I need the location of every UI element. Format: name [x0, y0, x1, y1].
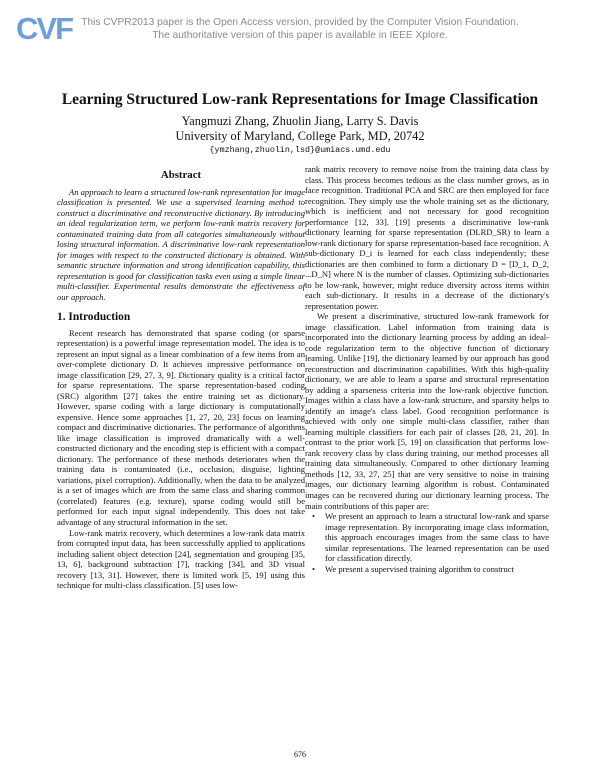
list-item-text: We present a supervised training algorithm to construct: [325, 563, 514, 574]
contributions-list: [305, 511, 549, 574]
page-number: 676: [294, 750, 306, 759]
intro-paragraph-1: Recent research has demonstrated that sparse coding (or sparse representation) is a powerful image representation model. The idea is to represent an input signal as a linear combination of a few items from an over-complete dictionary D. It achieves impressive performance on image classification [29, 27, 3, 9]. Dictionary quality is a critical factor for sparse representations. The sparse representation-based coding (SRC) algorithm [27] takes the entire training set as dictionary. However, sparse coding with a large dictionary is computationally expensive. Hence some approaches [1, 27, 20, 23] focus on learning compact and discriminative dictionaries. The performance of algorithms like image classification is improved dramatically with a well-constructed dictionary and the encoding step is efficient with a compact dictionary. The performance of these methods deteriorates when the training data is contaminated (i.e., occlusion, disguise, lighting variations, pixel corruption). Additionally, when the data to be analyzed is a set of images which are from the same class and sharing common (correlated) features (e.g. texture), sparse coding would still be performed for each input signal independently. This does not take advantage of any structural information in the set.: [57, 327, 305, 527]
paper-email: {ymzhang,zhuolin,lsd}@umiacs.umd.edu: [209, 145, 391, 155]
bullet-icon: •: [312, 563, 315, 574]
abstract-heading: Abstract: [160, 169, 202, 181]
paper-authors: Yangmuzi Zhang, Zhuolin Jiang, Larry S. Davis: [181, 114, 419, 128]
paper-affiliation: University of Maryland, College Park, MD, 20742: [175, 129, 425, 143]
bullet-icon: •: [312, 511, 315, 522]
paper-title: Learning Structured Low-rank Representations for Image Classification: [61, 91, 539, 108]
list-item-text: We present an approach to learn a structural low-rank and sparse image representation. By incorporating image class information, this approach encourages images from the same class to have similar representations. The learned representation can be used for classification directly.: [325, 511, 549, 564]
header-banner: [0, 0, 600, 52]
intro-paragraph-2: Low-rank matrix recovery, which determines a low-rank data matrix from corrupted input data, has been successfully applied to applications including salient object detection [24], segmentation and grouping [35, 13, 6], background subtraction [7], tracking [34], and 3D visual recovery [13, 31]. However, there is limited work [5, 19] using this technique for multi-class classification. [5] uses low-: [57, 527, 305, 591]
cvf-logo-text: CVF: [16, 11, 72, 46]
abstract-text: An approach to learn a structured low-rank representation for image classification is presented. We use a supervised learning method to construct a discriminative and reconstructive dictionary. By introducing an ideal regularization term, we perform low-rank matrix recovery for contaminated training data from all categories simultaneously without losing structural information. A discriminative low-rank representation for images with respect to the constructed dictionary is obtained. With semantic structure information and strong identification capability, this representation is good for classification tasks even using a simple linear multi-classifier. Experimental results demonstrate the effectiveness of our approach.: [57, 186, 305, 302]
section-heading-introduction: 1. Introduction: [57, 311, 131, 324]
intro-paragraph-2-continued: rank matrix recovery to remove noise from the training data class by class. This process becomes tedious as the class number grows, as in face recognition. Traditional PCA and SRC are then employed for face recognition. They simply use the whole training set as the dictionary, which is inefficient and not necessary for good recognition performance [12, 33]. [19] presents a discriminative low-rank dictionary learning for sparse representation (DLRD_SR) to learn a low-rank dictionary for sparse representation-based face recognition. A sub-dictionary D_i is learned for each class independently; these dictionaries are then combined to form a dictionary D = [D_1, D_2, ...D_N] where N is the number of classes. Optimizing sub-dictionaries to be low-rank, however, might reduce diversity across items within each sub-dictionary. It results in a decrease of the dictionary's representation power.: [305, 164, 549, 311]
left-column: [57, 170, 305, 591]
ieee-notice: The authoritative version of this paper is available in IEEE Xplore.: [152, 30, 448, 41]
right-column: [305, 164, 549, 574]
intro-paragraph-3: We present a discriminative, structured low-rank framework for image classification. Label information from training data is incorporated into the dictionary learning process by adding an ideal-code regularization term to the objective function of dictionary learning. Unlike [19], the dictionary learned by our approach has good reconstruction and discrimination capabilities. With this high-quality dictionary, we are able to learn a sparse and structural representation by adding a sparseness criteria into the low-rank objective function. Images within a class have a low-rank structure, and sparsity helps to identify an image's class label. Good recognition performance is achieved with only one simple multi-class classifier, rather than learning multiple classifiers for each pair of classes [28, 21, 20]. In contrast to the prior work [5, 19] on classification that performs low-rank recovery class by class during training, our method processes all training data simultaneously. Compared to other dictionary learning methods [12, 33, 27, 25] that are very sensitive to noise in training images, our dictionary learning algorithm is robust. Contaminated images can be recovered during our dictionary learning process. The main contributions of this paper are:: [305, 311, 549, 511]
open-access-notice: This CVPR2013 paper is the Open Access version, provided by the Computer Vision Foundation.: [81, 17, 519, 28]
list-item: [305, 564, 549, 575]
list-item: [305, 511, 549, 564]
